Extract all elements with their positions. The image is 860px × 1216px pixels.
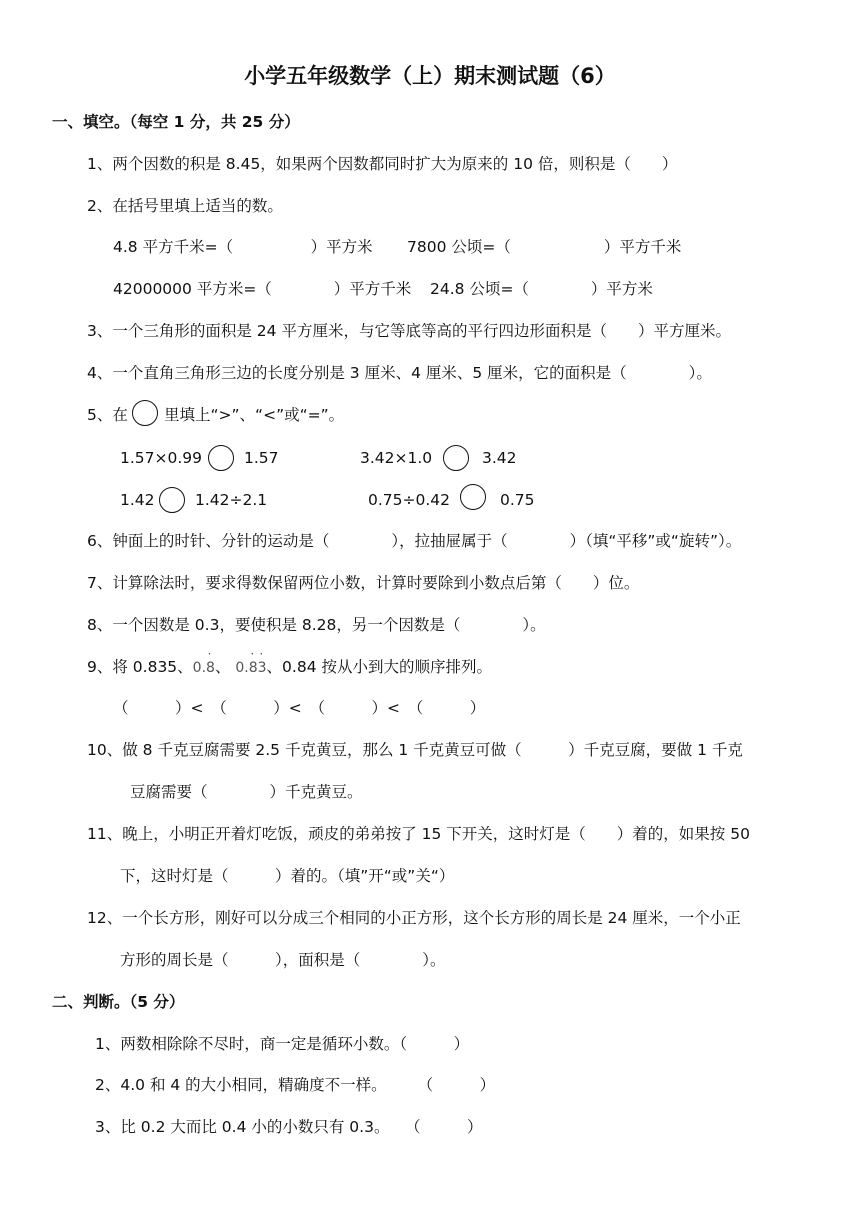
question-2: 2、在括号里填上适当的数。 — [87, 197, 283, 215]
repeating-decimal-1: · 0.8 — [192, 647, 215, 676]
question-9 — [87, 647, 492, 678]
question-6: 6、钟面上的时针、分针的运动是（ ），拉抽屉属于（ ）（填“平移”或“旋转”）。 — [87, 532, 742, 550]
question-9-suffix: 、0.84 按从小到大的顺序排列。 — [266, 658, 492, 676]
compare-a-left: 1.57×0.99 — [120, 449, 203, 467]
question-9-sep: 、 — [214, 658, 236, 676]
page-title: 小学五年级数学（上）期末测试题（6） — [244, 64, 616, 88]
compare-d-circle[interactable] — [460, 484, 486, 510]
question-2d: 24.8 公顷=（ ）平方米 — [430, 280, 653, 298]
question-4: 4、一个直角三角形三边的长度分别是 3 厘米、4 厘米、5 厘米，它的面积是（ ）。 — [87, 364, 712, 382]
judgment-1: 1、两数相除除不尽时，商一定是循环小数。（ ） — [95, 1035, 470, 1053]
judgment-3: 3、比 0.2 大而比 0.4 小的小数只有 0.3。 （ ） — [95, 1118, 483, 1136]
question-11-line1: 11、晚上，小明正开着灯吃饭，顽皮的弟弟按了 15 下开关，这时灯是（ ）着的，如果按 50 — [87, 825, 750, 843]
question-8: 8、一个因数是 0.3，要使积是 8.28，另一个因数是（ ）。 — [87, 616, 546, 634]
question-1: 1、两个因数的积是 8.45，如果两个因数都同时扩大为原来的 10 倍，则积是（ ） — [87, 155, 678, 173]
question-9-prefix: 9、将 0.835、 — [87, 658, 193, 676]
compare-c-right: 1.42÷2.1 — [195, 491, 268, 509]
question-12-line1: 12、一个长方形，刚好可以分成三个相同的小正方形，这个长方形的周长是 24 厘米，一个小正 — [87, 909, 741, 927]
question-5-suffix: 里填上“>”、“<”或“=”。 — [164, 406, 345, 424]
question-10-line1: 10、做 8 千克豆腐需要 2.5 千克黄豆，那么 1 千克黄豆可做（ ）千克豆腐，要做 1 千克 — [87, 741, 743, 759]
compare-a-right: 1.57 — [244, 449, 279, 467]
compare-b-right: 3.42 — [482, 449, 517, 467]
question-2b: 7800 公顷=（ ）平方千米 — [407, 238, 682, 256]
question-5-prefix: 5、在 — [87, 406, 128, 424]
compare-a-circle[interactable] — [208, 445, 234, 471]
section-1-heading: 一、填空。（每空 1 分，共 25 分） — [52, 113, 300, 131]
compare-b-circle[interactable] — [443, 445, 469, 471]
compare-b-left: 3.42×1.0 — [360, 449, 433, 467]
section-2-heading: 二、判断。（5 分） — [52, 993, 185, 1011]
compare-c-left: 1.42 — [120, 491, 155, 509]
question-2a: 4.8 平方千米=（ ）平方米 — [113, 238, 373, 256]
question-2c: 42000000 平方米=（ ）平方千米 — [113, 280, 412, 298]
question-10-line2: 豆腐需要（ ）千克黄豆。 — [130, 783, 363, 801]
compare-d-left: 0.75÷0.42 — [368, 491, 451, 509]
judgment-2: 2、4.0 和 4 的大小相同，精确度不一样。 （ ） — [95, 1076, 496, 1094]
compare-c-circle[interactable] — [159, 487, 185, 513]
comparison-circle-icon — [132, 400, 158, 426]
question-3: 3、一个三角形的面积是 24 平方厘米，与它等底等高的平行四边形面积是（ ）平方厘米。 — [87, 322, 731, 340]
question-9-order: （ ）< （ ）< （ ）< （ ） — [113, 699, 486, 717]
compare-d-right: 0.75 — [500, 491, 535, 509]
repeating-decimal-2: · · 0.83 — [235, 647, 267, 676]
question-12-line2: 方形的周长是（ ），面积是（ ）。 — [120, 951, 446, 969]
question-11-line2: 下，这时灯是（ ）着的。（填”开“或”关“） — [120, 867, 455, 885]
question-7: 7、计算除法时，要求得数保留两位小数，计算时要除到小数点后第（ ）位。 — [87, 574, 640, 592]
